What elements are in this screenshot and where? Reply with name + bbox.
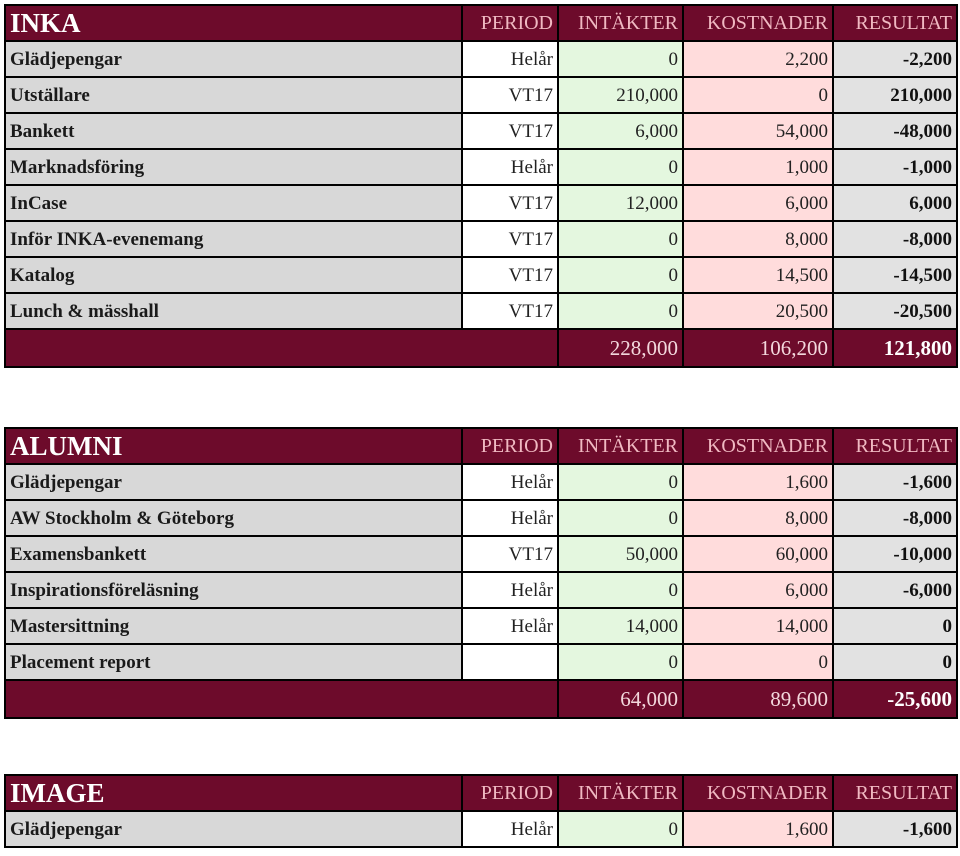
section-alumni bbox=[4, 427, 956, 719]
section-title: IMAGE bbox=[5, 775, 462, 811]
column-header-result: RESULTAT bbox=[833, 428, 957, 464]
row-costs: 8,000 bbox=[683, 500, 833, 536]
row-income: 0 bbox=[558, 572, 683, 608]
row-income: 0 bbox=[558, 464, 683, 500]
section-title: INKA bbox=[5, 5, 462, 41]
total-row bbox=[5, 680, 957, 718]
table-row bbox=[5, 185, 957, 221]
column-header-costs: KOSTNADER bbox=[683, 5, 833, 41]
row-result: -6,000 bbox=[833, 572, 957, 608]
column-header-period: PERIOD bbox=[462, 428, 558, 464]
table-row bbox=[5, 500, 957, 536]
row-result: 210,000 bbox=[833, 77, 957, 113]
row-name: Lunch & mässhall bbox=[5, 293, 462, 329]
row-name: AW Stockholm & Göteborg bbox=[5, 500, 462, 536]
row-income: 210,000 bbox=[558, 77, 683, 113]
table-row bbox=[5, 572, 957, 608]
row-costs: 60,000 bbox=[683, 536, 833, 572]
row-name: Mastersittning bbox=[5, 608, 462, 644]
row-costs: 1,000 bbox=[683, 149, 833, 185]
row-period: Helår bbox=[462, 572, 558, 608]
column-header-result: RESULTAT bbox=[833, 775, 957, 811]
row-result: -10,000 bbox=[833, 536, 957, 572]
total-income: 228,000 bbox=[558, 329, 683, 367]
row-costs: 14,000 bbox=[683, 608, 833, 644]
row-income: 14,000 bbox=[558, 608, 683, 644]
budget-table-image bbox=[4, 774, 958, 848]
row-period: VT17 bbox=[462, 293, 558, 329]
row-result: 6,000 bbox=[833, 185, 957, 221]
row-period: Helår bbox=[462, 608, 558, 644]
table-row bbox=[5, 149, 957, 185]
budget-table-alumni bbox=[4, 427, 958, 719]
table-row bbox=[5, 608, 957, 644]
row-result: 0 bbox=[833, 644, 957, 680]
column-header-result: RESULTAT bbox=[833, 5, 957, 41]
row-period: VT17 bbox=[462, 257, 558, 293]
row-income: 0 bbox=[558, 500, 683, 536]
row-period: Helår bbox=[462, 464, 558, 500]
row-period bbox=[462, 644, 558, 680]
section-title: ALUMNI bbox=[5, 428, 462, 464]
row-income: 0 bbox=[558, 811, 683, 847]
row-name: Inför INKA-evenemang bbox=[5, 221, 462, 257]
row-result: -1,000 bbox=[833, 149, 957, 185]
column-header-income: INTÄKTER bbox=[558, 428, 683, 464]
row-income: 0 bbox=[558, 644, 683, 680]
row-period: Helår bbox=[462, 500, 558, 536]
row-income: 0 bbox=[558, 149, 683, 185]
total-result: -25,600 bbox=[833, 680, 957, 718]
row-name: Bankett bbox=[5, 113, 462, 149]
table-row bbox=[5, 221, 957, 257]
header-row bbox=[5, 428, 957, 464]
row-costs: 14,500 bbox=[683, 257, 833, 293]
row-costs: 8,000 bbox=[683, 221, 833, 257]
row-result: 0 bbox=[833, 608, 957, 644]
row-name: Glädjepengar bbox=[5, 811, 462, 847]
row-period: Helår bbox=[462, 41, 558, 77]
total-spacer bbox=[5, 680, 558, 718]
row-income: 50,000 bbox=[558, 536, 683, 572]
column-header-costs: KOSTNADER bbox=[683, 428, 833, 464]
row-income: 0 bbox=[558, 41, 683, 77]
row-costs: 0 bbox=[683, 644, 833, 680]
section-image bbox=[4, 774, 956, 848]
total-costs: 89,600 bbox=[683, 680, 833, 718]
row-period: VT17 bbox=[462, 113, 558, 149]
column-header-income: INTÄKTER bbox=[558, 775, 683, 811]
row-period: VT17 bbox=[462, 221, 558, 257]
row-period: VT17 bbox=[462, 185, 558, 221]
table-row bbox=[5, 644, 957, 680]
row-result: -2,200 bbox=[833, 41, 957, 77]
row-name: InCase bbox=[5, 185, 462, 221]
row-result: -20,500 bbox=[833, 293, 957, 329]
table-row bbox=[5, 113, 957, 149]
column-header-period: PERIOD bbox=[462, 5, 558, 41]
row-period: Helår bbox=[462, 149, 558, 185]
table-row bbox=[5, 811, 957, 847]
table-row bbox=[5, 77, 957, 113]
total-row bbox=[5, 329, 957, 367]
row-name: Marknadsföring bbox=[5, 149, 462, 185]
row-name: Glädjepengar bbox=[5, 464, 462, 500]
header-row bbox=[5, 5, 957, 41]
row-costs: 6,000 bbox=[683, 185, 833, 221]
row-income: 6,000 bbox=[558, 113, 683, 149]
row-period: VT17 bbox=[462, 536, 558, 572]
row-costs: 1,600 bbox=[683, 464, 833, 500]
row-income: 0 bbox=[558, 293, 683, 329]
table-row bbox=[5, 536, 957, 572]
row-costs: 20,500 bbox=[683, 293, 833, 329]
row-income: 12,000 bbox=[558, 185, 683, 221]
budget-table-inka bbox=[4, 4, 958, 368]
row-result: -1,600 bbox=[833, 811, 957, 847]
row-name: Glädjepengar bbox=[5, 41, 462, 77]
section-inka bbox=[4, 4, 956, 368]
row-costs: 6,000 bbox=[683, 572, 833, 608]
header-row bbox=[5, 775, 957, 811]
row-result: -8,000 bbox=[833, 221, 957, 257]
row-name: Inspirationsföreläsning bbox=[5, 572, 462, 608]
total-spacer bbox=[5, 329, 558, 367]
table-row bbox=[5, 257, 957, 293]
total-costs: 106,200 bbox=[683, 329, 833, 367]
row-costs: 0 bbox=[683, 77, 833, 113]
row-period: VT17 bbox=[462, 77, 558, 113]
row-result: -1,600 bbox=[833, 464, 957, 500]
column-header-costs: KOSTNADER bbox=[683, 775, 833, 811]
row-name: Placement report bbox=[5, 644, 462, 680]
row-name: Katalog bbox=[5, 257, 462, 293]
table-row bbox=[5, 464, 957, 500]
column-header-income: INTÄKTER bbox=[558, 5, 683, 41]
row-period: Helår bbox=[462, 811, 558, 847]
table-row bbox=[5, 41, 957, 77]
row-name: Utställare bbox=[5, 77, 462, 113]
row-costs: 1,600 bbox=[683, 811, 833, 847]
total-result: 121,800 bbox=[833, 329, 957, 367]
row-costs: 2,200 bbox=[683, 41, 833, 77]
row-costs: 54,000 bbox=[683, 113, 833, 149]
total-income: 64,000 bbox=[558, 680, 683, 718]
row-result: -48,000 bbox=[833, 113, 957, 149]
column-header-period: PERIOD bbox=[462, 775, 558, 811]
table-row bbox=[5, 293, 957, 329]
row-income: 0 bbox=[558, 221, 683, 257]
row-income: 0 bbox=[558, 257, 683, 293]
row-result: -14,500 bbox=[833, 257, 957, 293]
row-result: -8,000 bbox=[833, 500, 957, 536]
row-name: Examensbankett bbox=[5, 536, 462, 572]
